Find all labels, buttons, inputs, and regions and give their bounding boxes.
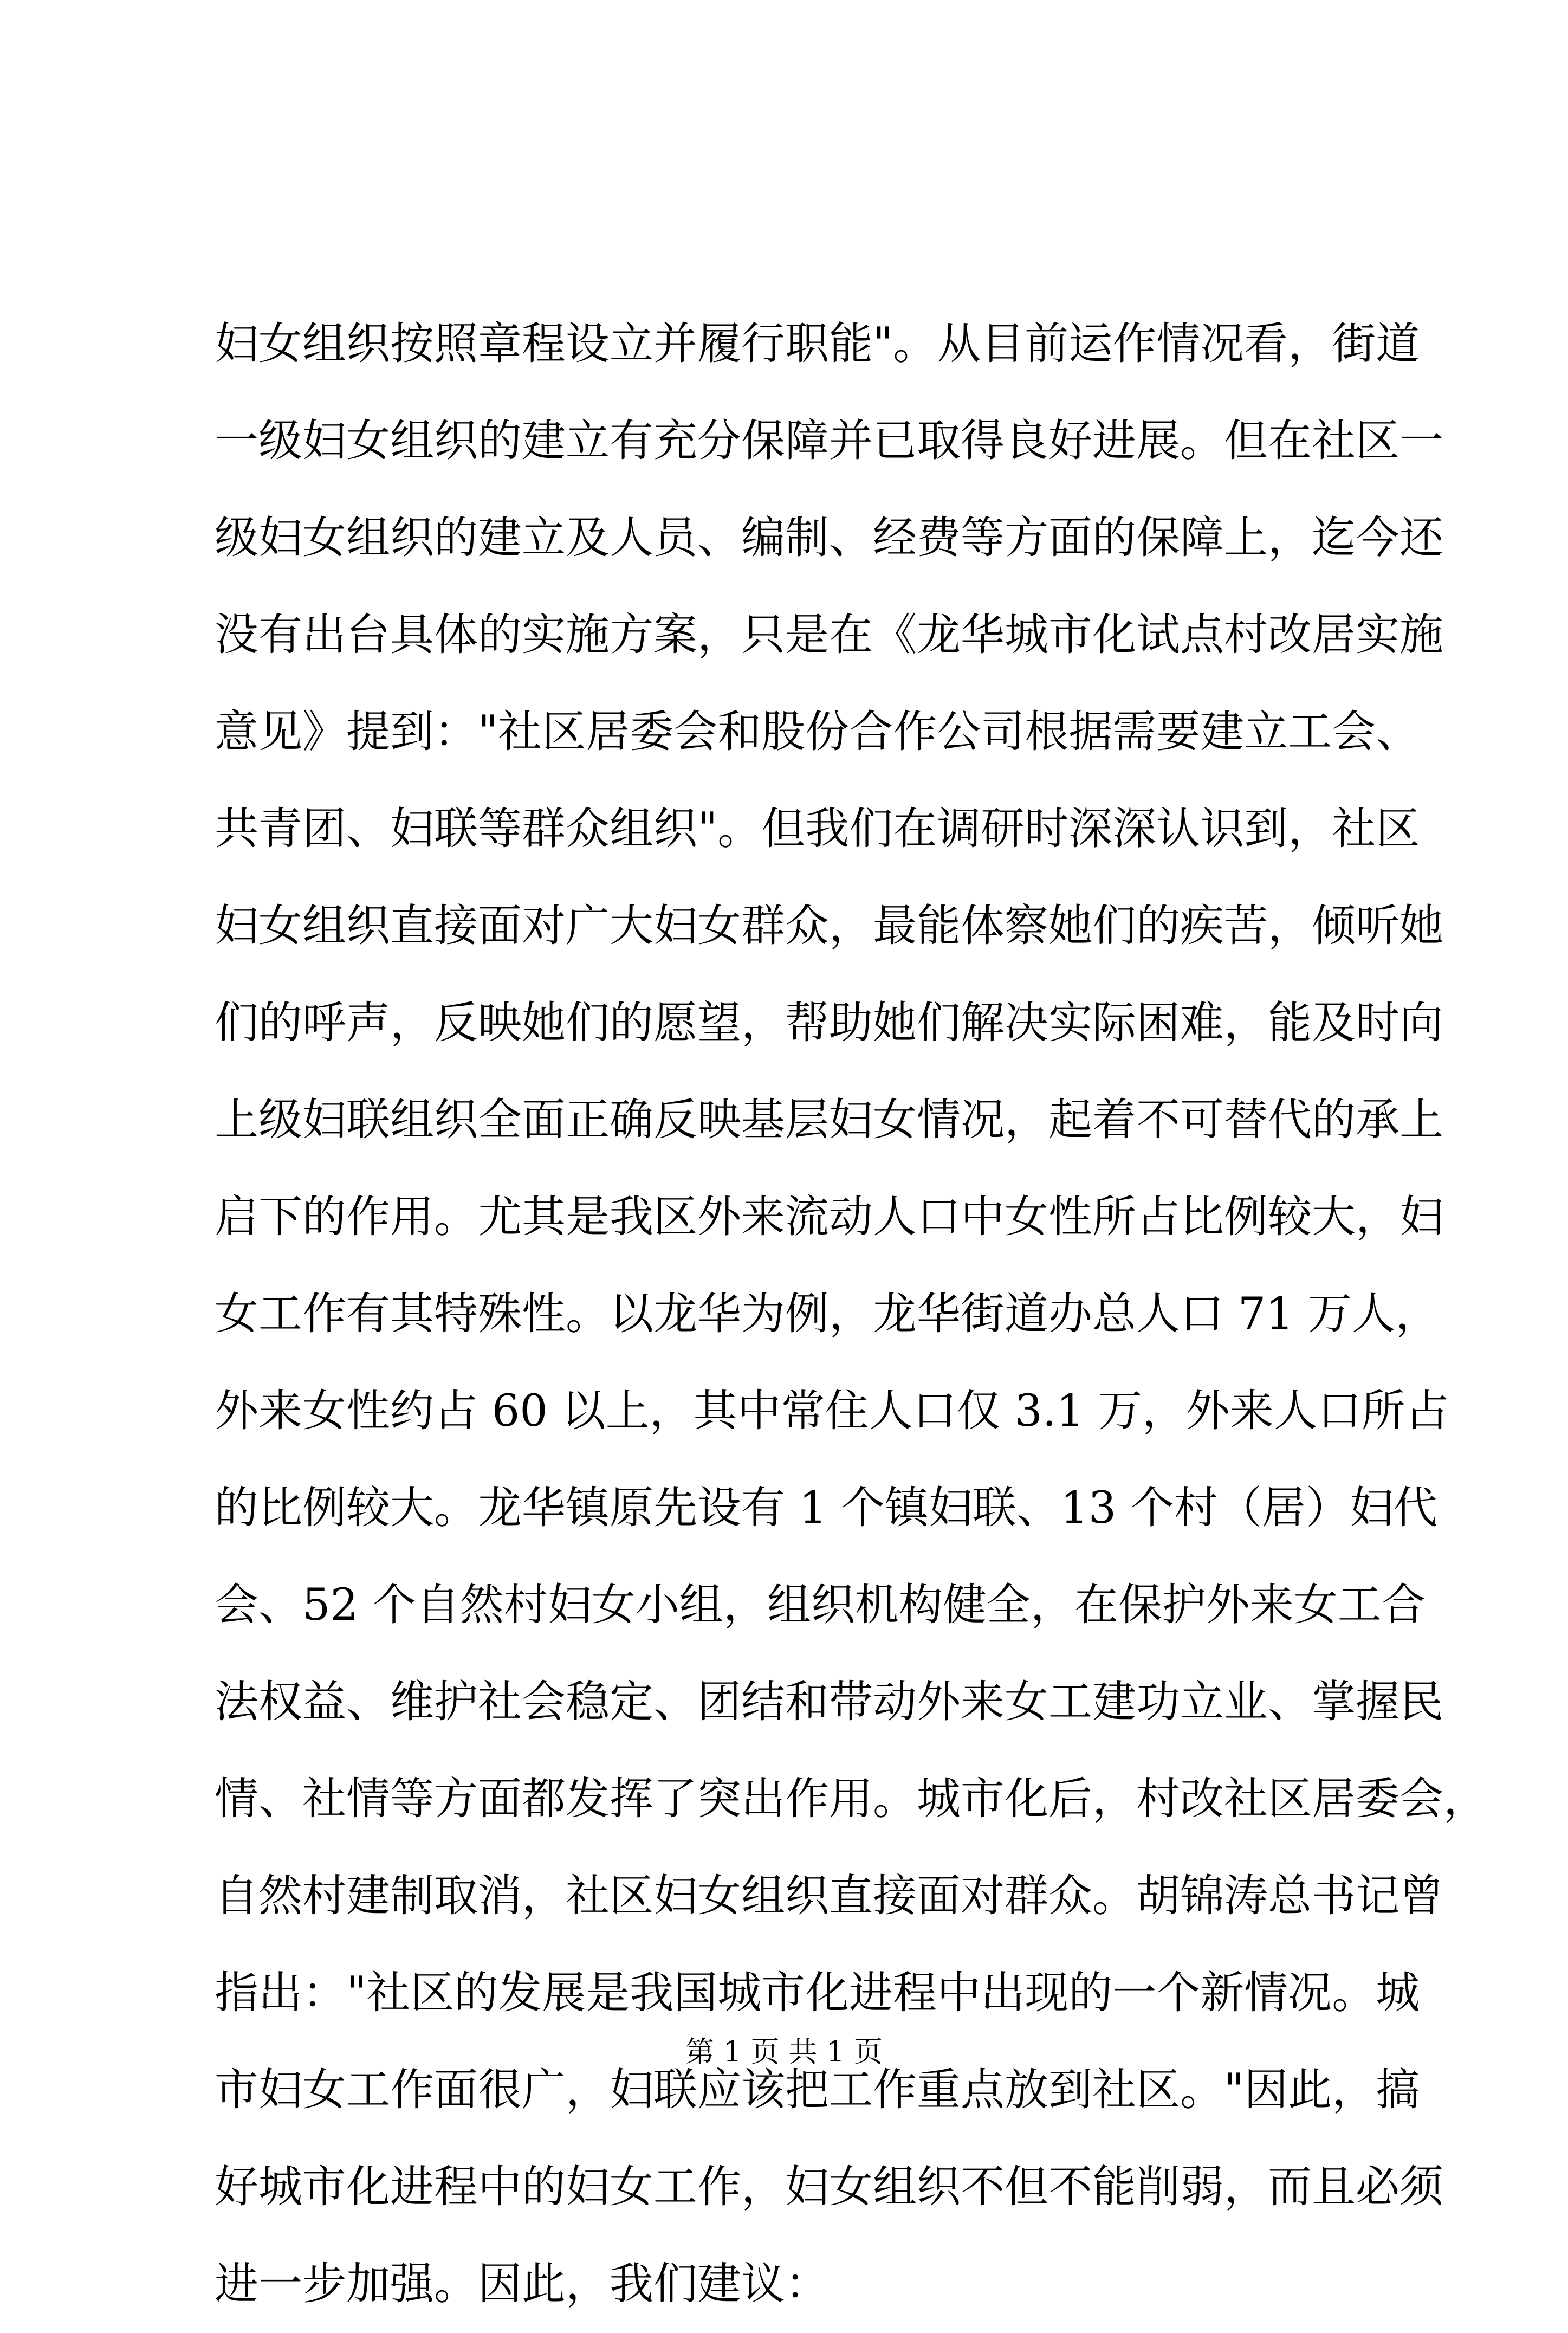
text-line: 妇女组织按照章程设立并履行职能"。从目前运作情况看，街道 <box>215 319 1420 370</box>
text-line: 级妇女组织的建立及人员、编制、经费等方面的保障上，迄今还 <box>215 513 1444 564</box>
text-line: 共青团、妇联等群众组织"。但我们在调研时深深认识到，社区 <box>215 804 1420 855</box>
body-paragraph <box>215 296 1488 2333</box>
text-line: 会、52 个自然村妇女小组，组织机构健全，在保护外来女工合 <box>215 1580 1426 1631</box>
text-line: 外来女性约占 60 以上，其中常住人口仅 3.1 万，外来人口所占 <box>215 1386 1449 1437</box>
text-line: 自然村建制取消，社区妇女组织直接面对群众。胡锦涛总书记曾 <box>215 1871 1444 1922</box>
text-line: 上级妇联组织全面正确反映基层妇女情况，起着不可替代的承上 <box>215 1095 1444 1146</box>
text-line: 的比例较大。龙华镇原先设有 1 个镇妇联、13 个村（居）妇代 <box>215 1483 1437 1534</box>
text-line: 好城市化进程中的妇女工作，妇女组织不但不能削弱，而且必须 <box>215 2162 1444 2213</box>
text-line: 启下的作用。尤其是我区外来流动人口中女性所占比例较大，妇 <box>215 1192 1444 1243</box>
text-line: 一级妇女组织的建立有充分保障并已取得良好进展。但在社区一 <box>215 416 1444 467</box>
text-line: 们的呼声，反映她们的愿望，帮助她们解决实际困难，能及时向 <box>215 998 1444 1049</box>
text-line: 进一步加强。因此，我们建议： <box>215 2259 830 2310</box>
text-line: 意见》提到："社区居委会和股份合作公司根据需要建立工会、 <box>215 707 1420 758</box>
text-line: 没有出台具体的实施方案，只是在《龙华城市化试点村改居实施 <box>215 610 1444 661</box>
text-line: 妇女组织直接面对广大妇女群众，最能体察她们的疾苦，倾听她 <box>215 901 1444 952</box>
text-line: 指出："社区的发展是我国城市化进程中出现的一个新情况。城 <box>215 1968 1420 2019</box>
text-line: 情、社情等方面都发挥了突出作用。城市化后，村改社区居委会， <box>215 1774 1488 1825</box>
page-number-footer: 第 1 页 共 1 页 <box>685 2035 883 2069</box>
text-line: 女工作有其特殊性。以龙华为例，龙华街道办总人口 71 万人， <box>215 1289 1440 1340</box>
text-line: 市妇女工作面很广，妇联应该把工作重点放到社区。"因此，搞 <box>215 2065 1420 2116</box>
text-line: 法权益、维护社会稳定、团结和带动外来女工建功立业、掌握民 <box>215 1677 1444 1728</box>
